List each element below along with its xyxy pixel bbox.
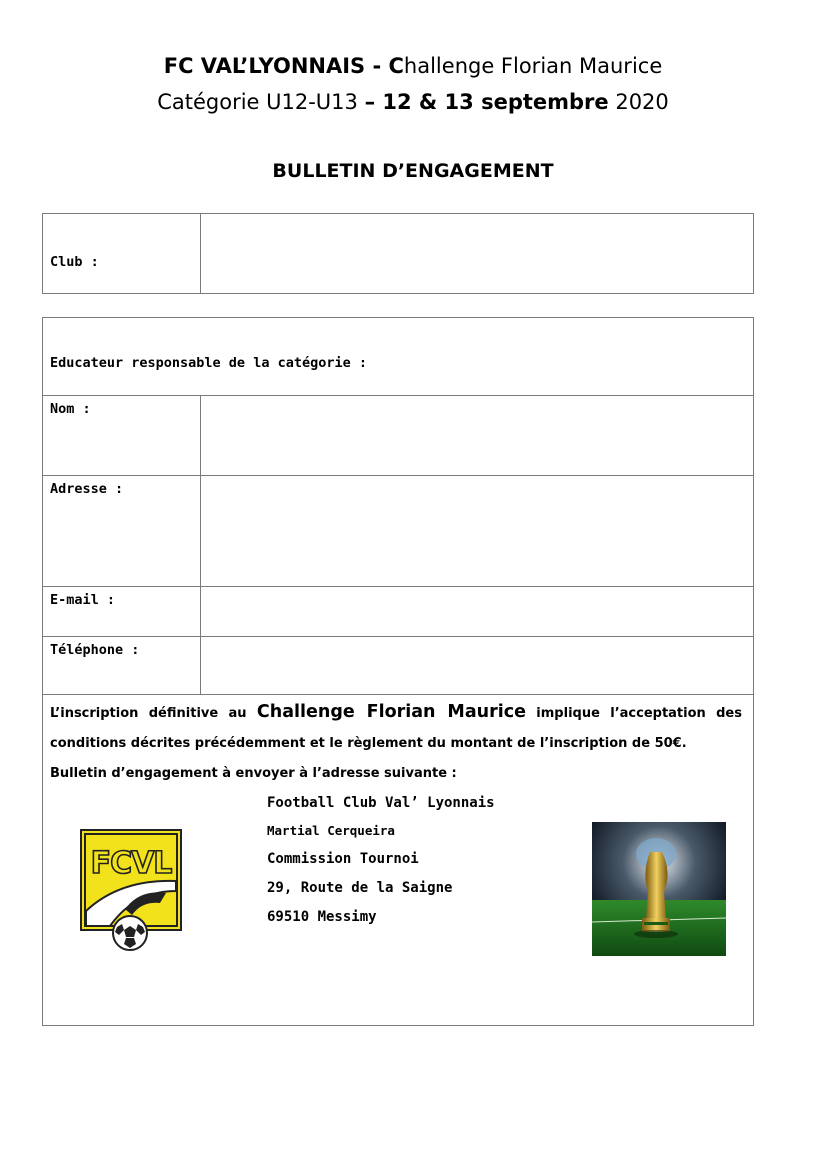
- club-field[interactable]: [201, 214, 753, 293]
- notice-challenge-name: Challenge Florian Maurice: [256, 702, 526, 722]
- event-title-rest: hallenge Florian Maurice: [403, 54, 663, 78]
- category-text: Catégorie U12-U13: [157, 90, 365, 114]
- address-line-club: Football Club Val’ Lyonnais: [267, 795, 495, 811]
- send-instruction: Bulletin d’engagement à envoyer à l’adresse suivante :: [50, 766, 457, 781]
- club-label: Club :: [50, 254, 99, 270]
- educator-heading: Educateur responsable de la catégorie :: [50, 355, 367, 371]
- event-year: 2020: [608, 90, 669, 114]
- adresse-label: Adresse :: [50, 481, 124, 497]
- registration-notice: [50, 697, 742, 759]
- address-line-commission: Commission Tournoi: [267, 851, 419, 867]
- email-label: E-mail :: [50, 592, 116, 608]
- event-title-bold: FC VAL’LYONNAIS - C: [163, 54, 404, 78]
- fcvl-logo: [80, 829, 182, 953]
- event-title: [0, 54, 826, 78]
- telephone-field[interactable]: [201, 637, 753, 694]
- notice-text-b: implique l’acceptation des conditions décrites précédemment et le règlement du montant de l’inscription de 50€.: [50, 706, 742, 751]
- event-dates: – 12 & 13 septembre: [364, 90, 609, 114]
- event-subtitle: [0, 90, 826, 114]
- address-line-contact: Martial Cerqueira: [267, 823, 395, 838]
- email-field[interactable]: [201, 587, 753, 636]
- notice-text-a: L’inscription définitive au: [50, 706, 257, 721]
- logo-lettering: FCVL: [90, 846, 172, 881]
- adresse-field[interactable]: [201, 476, 753, 586]
- telephone-label: Téléphone :: [50, 642, 140, 658]
- address-line-street: 29, Route de la Saigne: [267, 880, 453, 896]
- club-box: [42, 213, 754, 294]
- address-line-city: 69510 Messimy: [267, 909, 377, 925]
- document-title: BULLETIN D’ENGAGEMENT: [272, 160, 554, 182]
- trophy-image: [592, 822, 726, 956]
- nom-label: Nom :: [50, 401, 91, 417]
- nom-field[interactable]: [201, 396, 753, 475]
